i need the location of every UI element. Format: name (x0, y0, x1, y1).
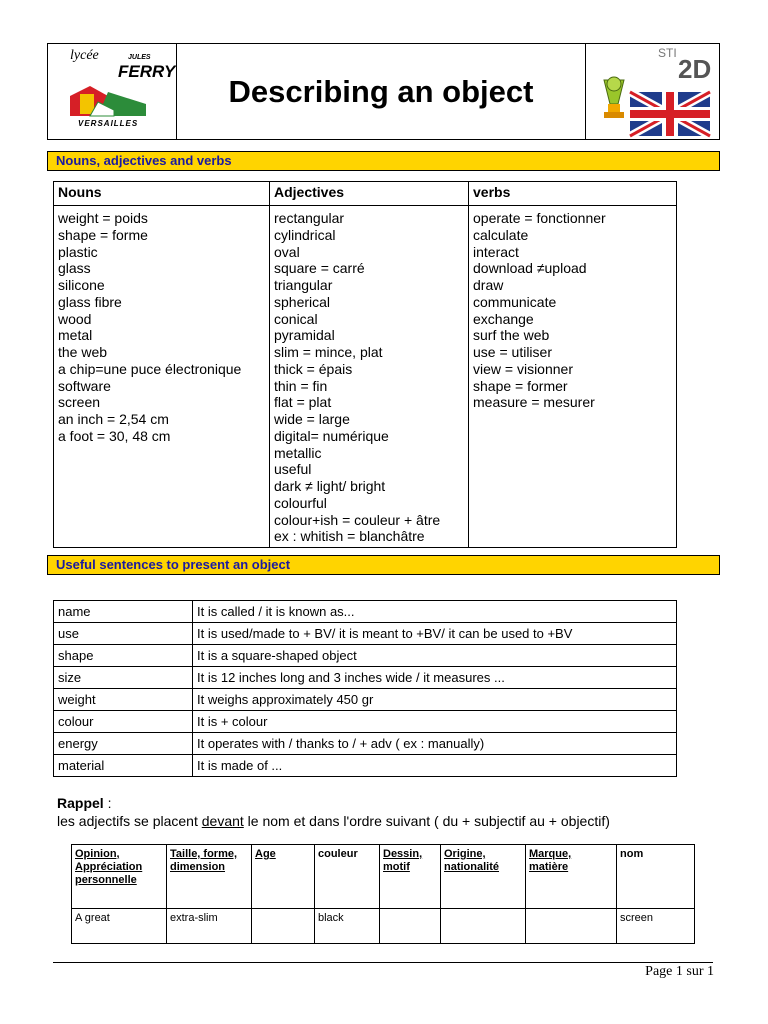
footer-divider (53, 962, 713, 963)
table-row (54, 733, 677, 755)
sentence-key: material (54, 755, 193, 777)
noun-item: metal (58, 327, 93, 344)
verb-item: shape = former (473, 377, 568, 394)
noun-item: silicone (58, 277, 105, 293)
adjective-item: dark ≠ light/ bright (274, 478, 386, 494)
adjective-item: cylindrical (274, 226, 336, 243)
vocabulary-body-row (54, 206, 677, 548)
adjective-item: colourful (274, 494, 327, 511)
noun-item: software (58, 377, 111, 394)
sti2d-logo (585, 44, 719, 139)
verb-item: calculate (473, 226, 529, 243)
verbs-cell (469, 206, 677, 548)
order-header-cell: couleur (315, 845, 380, 909)
adjective-item: spherical (274, 293, 331, 310)
verb-item: exchange (473, 310, 534, 327)
sentence-key: size (54, 667, 193, 689)
table-row (54, 601, 677, 623)
nouns-cell (54, 206, 270, 548)
verb-item: communicate (473, 293, 557, 310)
order-example-cell (526, 909, 617, 944)
section-banner-vocabulary: Nouns, adjectives and verbs (47, 151, 720, 171)
table-row (54, 645, 677, 667)
column-header-nouns: Nouns (54, 182, 270, 206)
order-example-cell: black (315, 909, 380, 944)
noun-item: plastic (58, 243, 98, 260)
rappel-line (57, 812, 610, 830)
order-example-cell (380, 909, 441, 944)
adjectives-cell (270, 206, 469, 548)
sentence-key: colour (54, 711, 193, 733)
table-row (54, 667, 677, 689)
school-logo (48, 44, 177, 139)
logo-sti-text: STI (658, 46, 677, 60)
adjective-item: ex : whitish = blanchâtre (274, 528, 425, 545)
adjective-item: wide = large (274, 411, 350, 427)
adjective-item: colour+ish = couleur + âtre (274, 511, 441, 528)
sentences-table (53, 600, 677, 777)
adjective-item: metallic (274, 444, 322, 461)
noun-item: an inch = 2,54 cm (58, 411, 169, 427)
rappel-colon: : (103, 795, 112, 811)
verb-item: operate = fonctionner (473, 210, 606, 226)
noun-item: shape = forme (58, 226, 148, 243)
noun-item: weight = poids (58, 210, 148, 226)
table-row (54, 689, 677, 711)
order-header-cell: Origine, nationalité (441, 845, 526, 909)
logo-versailles-text: VERSAILLES (78, 119, 139, 128)
noun-item: screen (58, 394, 101, 411)
adjective-item: conical (274, 310, 318, 327)
noun-item: a foot = 30, 48 cm (58, 427, 171, 444)
order-example-cell (441, 909, 526, 944)
page-header (47, 43, 720, 140)
rappel-note (57, 794, 610, 830)
verb-item: measure = mesurer (473, 394, 595, 411)
vocabulary-table (53, 181, 677, 548)
verb-item: surf the web (473, 327, 550, 344)
table-row (54, 711, 677, 733)
order-header-cell: Age (252, 845, 315, 909)
sentence-value: It is a square-shaped object (193, 645, 677, 667)
order-header-cell: Dessin, motif (380, 845, 441, 909)
noun-item: glass fibre (58, 293, 122, 310)
sentence-value: It is called / it is known as... (193, 601, 677, 623)
logo-ferry-text: FERRY (118, 62, 176, 81)
order-header-cell: Marque, matière (526, 845, 617, 909)
sentence-value: It is + colour (193, 711, 677, 733)
sentence-value: It is used/made to + BV/ it is meant to +BV/ it can be used to +BV (193, 623, 677, 645)
adjective-item: thin = fin (274, 377, 328, 394)
sentence-key: weight (54, 689, 193, 711)
verb-item: interact (473, 243, 519, 260)
sentence-value: It operates with / thanks to / + adv ( ex : manually) (193, 733, 677, 755)
order-header-cell: Taille, forme, dimension (167, 845, 252, 909)
table-row (54, 755, 677, 777)
verb-item: draw (473, 277, 504, 293)
adjective-item: digital= numérique (274, 427, 389, 444)
title-cell (177, 44, 585, 139)
sentence-key: name (54, 601, 193, 623)
noun-item: glass (58, 260, 91, 277)
verb-item: use = utiliser (473, 344, 552, 360)
verb-item: view = visionner (473, 360, 573, 377)
vocabulary-header-row (54, 182, 677, 206)
uk-flag-mascot-icon (596, 74, 712, 138)
logo-lycee-text: lycée (70, 48, 99, 63)
page-number: Page 1 sur 1 (645, 964, 714, 979)
order-example-cell (252, 909, 315, 944)
order-example-cell: A great (72, 909, 167, 944)
noun-item: wood (58, 310, 92, 327)
adjective-item: square = carré (274, 260, 365, 277)
rappel-text-start: les adjectifs se placent (57, 813, 202, 829)
adjective-item: slim = mince, plat (274, 344, 383, 360)
sentence-value: It is made of ... (193, 755, 677, 777)
order-example-cell: screen (617, 909, 695, 944)
adjective-item: triangular (274, 277, 333, 293)
sentence-value: It is 12 inches long and 3 inches wide / it measures ... (193, 667, 677, 689)
order-example-row (72, 909, 695, 944)
adjective-item: thick = épais (274, 360, 353, 377)
table-row (54, 623, 677, 645)
section-banner-sentences: Useful sentences to present an object (47, 555, 720, 575)
column-header-verbs: verbs (469, 182, 677, 206)
order-example-cell: extra-slim (167, 909, 252, 944)
adjective-order-table (71, 844, 695, 944)
adjective-item: oval (274, 243, 300, 260)
school-building-icon (68, 82, 148, 118)
sentence-key: use (54, 623, 193, 645)
column-header-adjectives: Adjectives (270, 182, 469, 206)
noun-item: the web (58, 344, 108, 360)
noun-item: a chip=une puce électronique (58, 360, 242, 377)
verb-item: download ≠upload (473, 260, 587, 277)
adjective-item: pyramidal (274, 327, 335, 344)
sentence-value: It weighs approximately 450 gr (193, 689, 677, 711)
adjective-item: flat = plat (274, 394, 332, 411)
logo-jules-text: JULES (128, 54, 151, 61)
rappel-label: Rappel (57, 795, 104, 811)
order-header-cell: Opinion, Appréciation personnelle (72, 845, 167, 909)
sentence-key: energy (54, 733, 193, 755)
adjective-item: rectangular (274, 210, 345, 226)
rappel-text-end: le nom et dans l'ordre suivant ( du + subjectif au + objectif) (243, 813, 610, 829)
rappel-heading (57, 794, 610, 812)
page-title: Describing an object (228, 73, 534, 109)
order-header-row (72, 845, 695, 909)
rappel-underlined-word: devant (201, 813, 244, 829)
logo-2d-text: 2D (678, 54, 712, 84)
order-header-cell: nom (617, 845, 695, 909)
sentence-key: shape (54, 645, 193, 667)
adjective-item: useful (274, 461, 312, 478)
